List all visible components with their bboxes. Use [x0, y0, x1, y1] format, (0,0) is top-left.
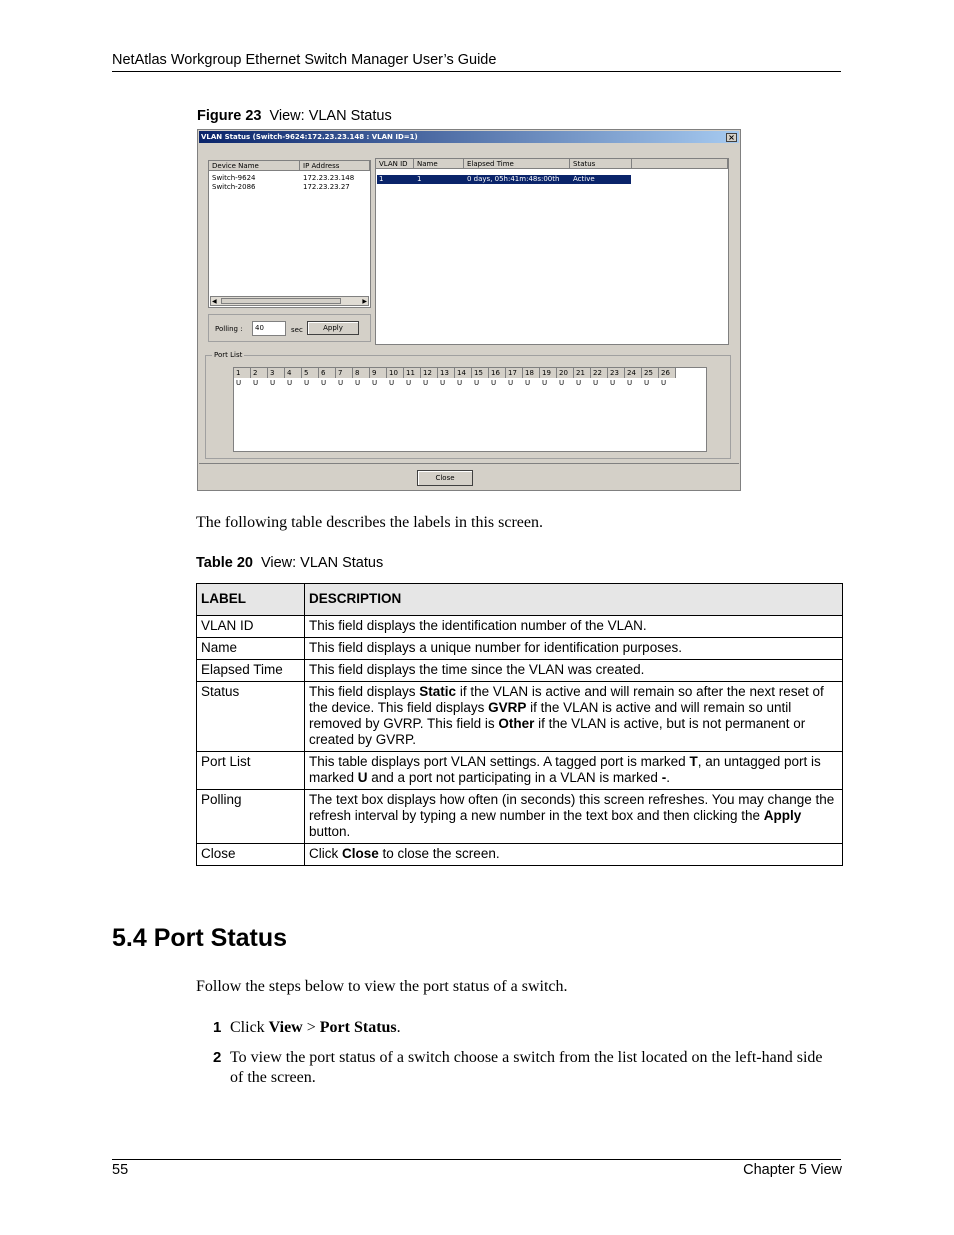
row-label: VLAN ID	[197, 616, 305, 638]
apply-button[interactable]: Apply	[307, 321, 359, 335]
text-run: This field displays a unique number for identification purposes.	[309, 640, 682, 655]
vlan-status-window	[197, 129, 741, 491]
section-heading: 5.4 Port Status	[112, 924, 288, 952]
port-header: 21	[574, 368, 591, 378]
text-run: if the VLAN is active and will remain so until removed by GVRP. This field is	[309, 700, 792, 731]
vlan-id-cell: 1	[379, 175, 384, 183]
polling-box	[208, 314, 371, 342]
row-description	[305, 660, 843, 682]
port-header: 1	[234, 368, 251, 378]
port-value: U	[304, 379, 310, 387]
text-run: This field displays the time since the VLAN was created.	[309, 662, 645, 677]
table-number: Table 20	[196, 555, 253, 571]
text-run: if the VLAN is active, but is not permanent or created by GVRP.	[309, 716, 806, 747]
text-run: This field displays	[309, 684, 420, 699]
header-rule	[112, 71, 841, 72]
port-value: U	[661, 379, 667, 387]
device-row-name[interactable]: Switch-9624	[212, 174, 256, 182]
text-run: to close the screen.	[378, 846, 500, 861]
vlan-table[interactable]	[375, 158, 729, 345]
figure-caption	[197, 108, 392, 124]
window-titlebar	[199, 131, 739, 143]
table-row	[197, 790, 843, 844]
row-description	[305, 616, 843, 638]
scroll-left-icon[interactable]: ◀	[212, 298, 217, 305]
port-header: 5	[302, 368, 319, 378]
vlan-elapsed-cell: 0 days, 05h:41m:48s:00th	[467, 175, 560, 183]
port-header: 3	[268, 368, 285, 378]
text-run: .	[396, 1019, 401, 1036]
vlan-status-cell: Active	[573, 175, 595, 183]
port-value: U	[406, 379, 412, 387]
port-value: U	[372, 379, 378, 387]
port-list-table[interactable]	[233, 367, 707, 452]
window-close-icon[interactable]: ×	[726, 133, 737, 142]
port-header: 23	[608, 368, 625, 378]
row-description	[305, 790, 843, 844]
port-header: 8	[353, 368, 370, 378]
port-value: U	[270, 379, 276, 387]
status-header[interactable]: Status	[570, 159, 632, 169]
close-button[interactable]: Close	[417, 470, 473, 486]
text-run: button.	[309, 824, 351, 839]
chapter-label: Chapter 5 View	[743, 1162, 842, 1178]
section-intro: Follow the steps below to view the port status of a switch.	[196, 978, 568, 995]
bold-term: U	[357, 770, 368, 785]
page-number: 55	[112, 1162, 129, 1178]
bold-term: Other	[498, 716, 535, 731]
bold-term: Static	[419, 684, 457, 699]
device-list[interactable]	[208, 160, 371, 308]
port-list-group	[205, 351, 731, 459]
text-run: Click	[309, 846, 342, 861]
port-header: 26	[659, 368, 676, 378]
port-value: U	[491, 379, 497, 387]
bold-term: T	[689, 754, 698, 769]
port-header: 13	[438, 368, 455, 378]
text-run: and a port not participating in a VLAN is marked	[367, 770, 662, 785]
port-header: 10	[387, 368, 404, 378]
table-row	[197, 616, 843, 638]
empty-header	[632, 159, 728, 169]
port-header: 2	[251, 368, 268, 378]
text-run: To view the port status of a switch choose a switch from the list located on the left-hand side of the screen.	[230, 1049, 823, 1086]
figure-title: View: VLAN Status	[269, 108, 392, 124]
description-table	[196, 583, 843, 866]
text-run: .	[666, 770, 670, 785]
port-value: U	[440, 379, 446, 387]
step-2	[213, 1048, 839, 1086]
elapsed-time-header[interactable]: Elapsed Time	[464, 159, 570, 169]
polling-unit: sec	[291, 326, 303, 334]
row-description	[305, 682, 843, 752]
port-value: U	[474, 379, 480, 387]
step-number: 2	[213, 1049, 222, 1066]
row-label: Status	[197, 682, 305, 752]
label-column-header: LABEL	[197, 584, 305, 616]
bold-term: Apply	[763, 808, 802, 823]
text-run: Click	[230, 1019, 269, 1036]
row-description	[305, 638, 843, 660]
row-label: Port List	[197, 752, 305, 790]
intro-text: The following table describes the labels in this screen.	[196, 514, 544, 531]
port-value: U	[610, 379, 616, 387]
device-row-ip[interactable]: 172.23.23.27	[303, 183, 350, 191]
text-run: if the VLAN is active and will remain so after the next reset of the device. This field displays	[309, 684, 824, 715]
bold-term: GVRP	[488, 700, 527, 715]
table-title: View: VLAN Status	[260, 555, 384, 571]
port-value: U	[627, 379, 633, 387]
port-header: 24	[625, 368, 642, 378]
device-row-ip[interactable]: 172.23.23.148	[303, 174, 355, 182]
port-header: 19	[540, 368, 557, 378]
running-header: NetAtlas Workgroup Ethernet Switch Manager User’s Guide	[112, 52, 497, 68]
bold-term: -	[661, 770, 667, 785]
port-value: U	[355, 379, 361, 387]
port-value: U	[525, 379, 531, 387]
port-header: 16	[489, 368, 506, 378]
step-number: 1	[213, 1019, 222, 1036]
port-value: U	[576, 379, 582, 387]
port-header: 9	[370, 368, 387, 378]
figure-number: Figure 23	[197, 108, 262, 124]
port-value: U	[338, 379, 344, 387]
port-value: U	[593, 379, 599, 387]
vlan-name-cell: 1	[417, 175, 422, 183]
port-header: 25	[642, 368, 659, 378]
port-value: U	[287, 379, 293, 387]
port-value: U	[457, 379, 463, 387]
table-row	[197, 682, 843, 752]
port-header: 20	[557, 368, 574, 378]
port-value: U	[542, 379, 548, 387]
port-header: 11	[404, 368, 421, 378]
port-value: U	[236, 379, 242, 387]
step-1	[213, 1019, 839, 1037]
text-run: , an untagged port is marked	[309, 754, 821, 785]
ip-address-header[interactable]: IP Address	[300, 161, 370, 171]
table-row	[197, 638, 843, 660]
port-value: U	[253, 379, 259, 387]
row-label: Close	[197, 844, 305, 866]
text-run: This table displays port VLAN settings. A tagged port is marked	[309, 754, 690, 769]
port-header: 22	[591, 368, 608, 378]
row-label: Elapsed Time	[197, 660, 305, 682]
port-header: 6	[319, 368, 336, 378]
port-header: 4	[285, 368, 302, 378]
port-value: U	[423, 379, 429, 387]
vlan-row-selected[interactable]	[377, 175, 631, 184]
window-separator	[199, 463, 739, 464]
polling-input[interactable]: 40	[252, 321, 286, 336]
port-value: U	[508, 379, 514, 387]
port-value: U	[321, 379, 327, 387]
bold-term: Close	[342, 846, 379, 861]
port-header: 18	[523, 368, 540, 378]
scroll-right-icon[interactable]: ▶	[362, 298, 367, 305]
port-list-label: Port List	[214, 351, 243, 359]
text-run: The text box displays how often (in seconds) this screen refreshes. You may change the refresh interval by typing a new number in the text box and then clicking the	[309, 792, 835, 823]
port-header: 14	[455, 368, 472, 378]
port-header: 15	[472, 368, 489, 378]
row-label: Polling	[197, 790, 305, 844]
device-row-name[interactable]: Switch-2086	[212, 183, 256, 191]
horizontal-scrollbar[interactable]	[210, 296, 369, 306]
row-description	[305, 752, 843, 790]
port-header: 17	[506, 368, 523, 378]
vlan-name-header[interactable]: Name	[414, 159, 464, 169]
table-row	[197, 752, 843, 790]
footer-rule	[112, 1159, 841, 1160]
window-title: VLAN Status (Switch-9624:172.23.23.148 : VLAN ID=1)	[201, 133, 418, 141]
row-description	[305, 844, 843, 866]
polling-label: Polling :	[215, 325, 243, 333]
port-header: 12	[421, 368, 438, 378]
text-run: >	[302, 1019, 320, 1036]
step-text	[230, 1019, 839, 1037]
port-header: 7	[336, 368, 353, 378]
table-row	[197, 660, 843, 682]
text-run: This field displays the identification number of the VLAN.	[309, 618, 647, 633]
bold-term: Port Status	[319, 1019, 397, 1036]
step-text	[230, 1048, 839, 1088]
bold-term: View	[268, 1019, 303, 1036]
port-value: U	[559, 379, 565, 387]
vlan-id-header[interactable]: VLAN ID	[376, 159, 414, 169]
table-caption	[196, 555, 383, 571]
description-column-header: DESCRIPTION	[305, 584, 843, 616]
device-name-header[interactable]: Device Name	[209, 161, 300, 171]
scrollbar-thumb[interactable]	[221, 298, 341, 304]
row-label: Name	[197, 638, 305, 660]
port-value: U	[644, 379, 650, 387]
port-value: U	[389, 379, 395, 387]
table-row	[197, 844, 843, 866]
